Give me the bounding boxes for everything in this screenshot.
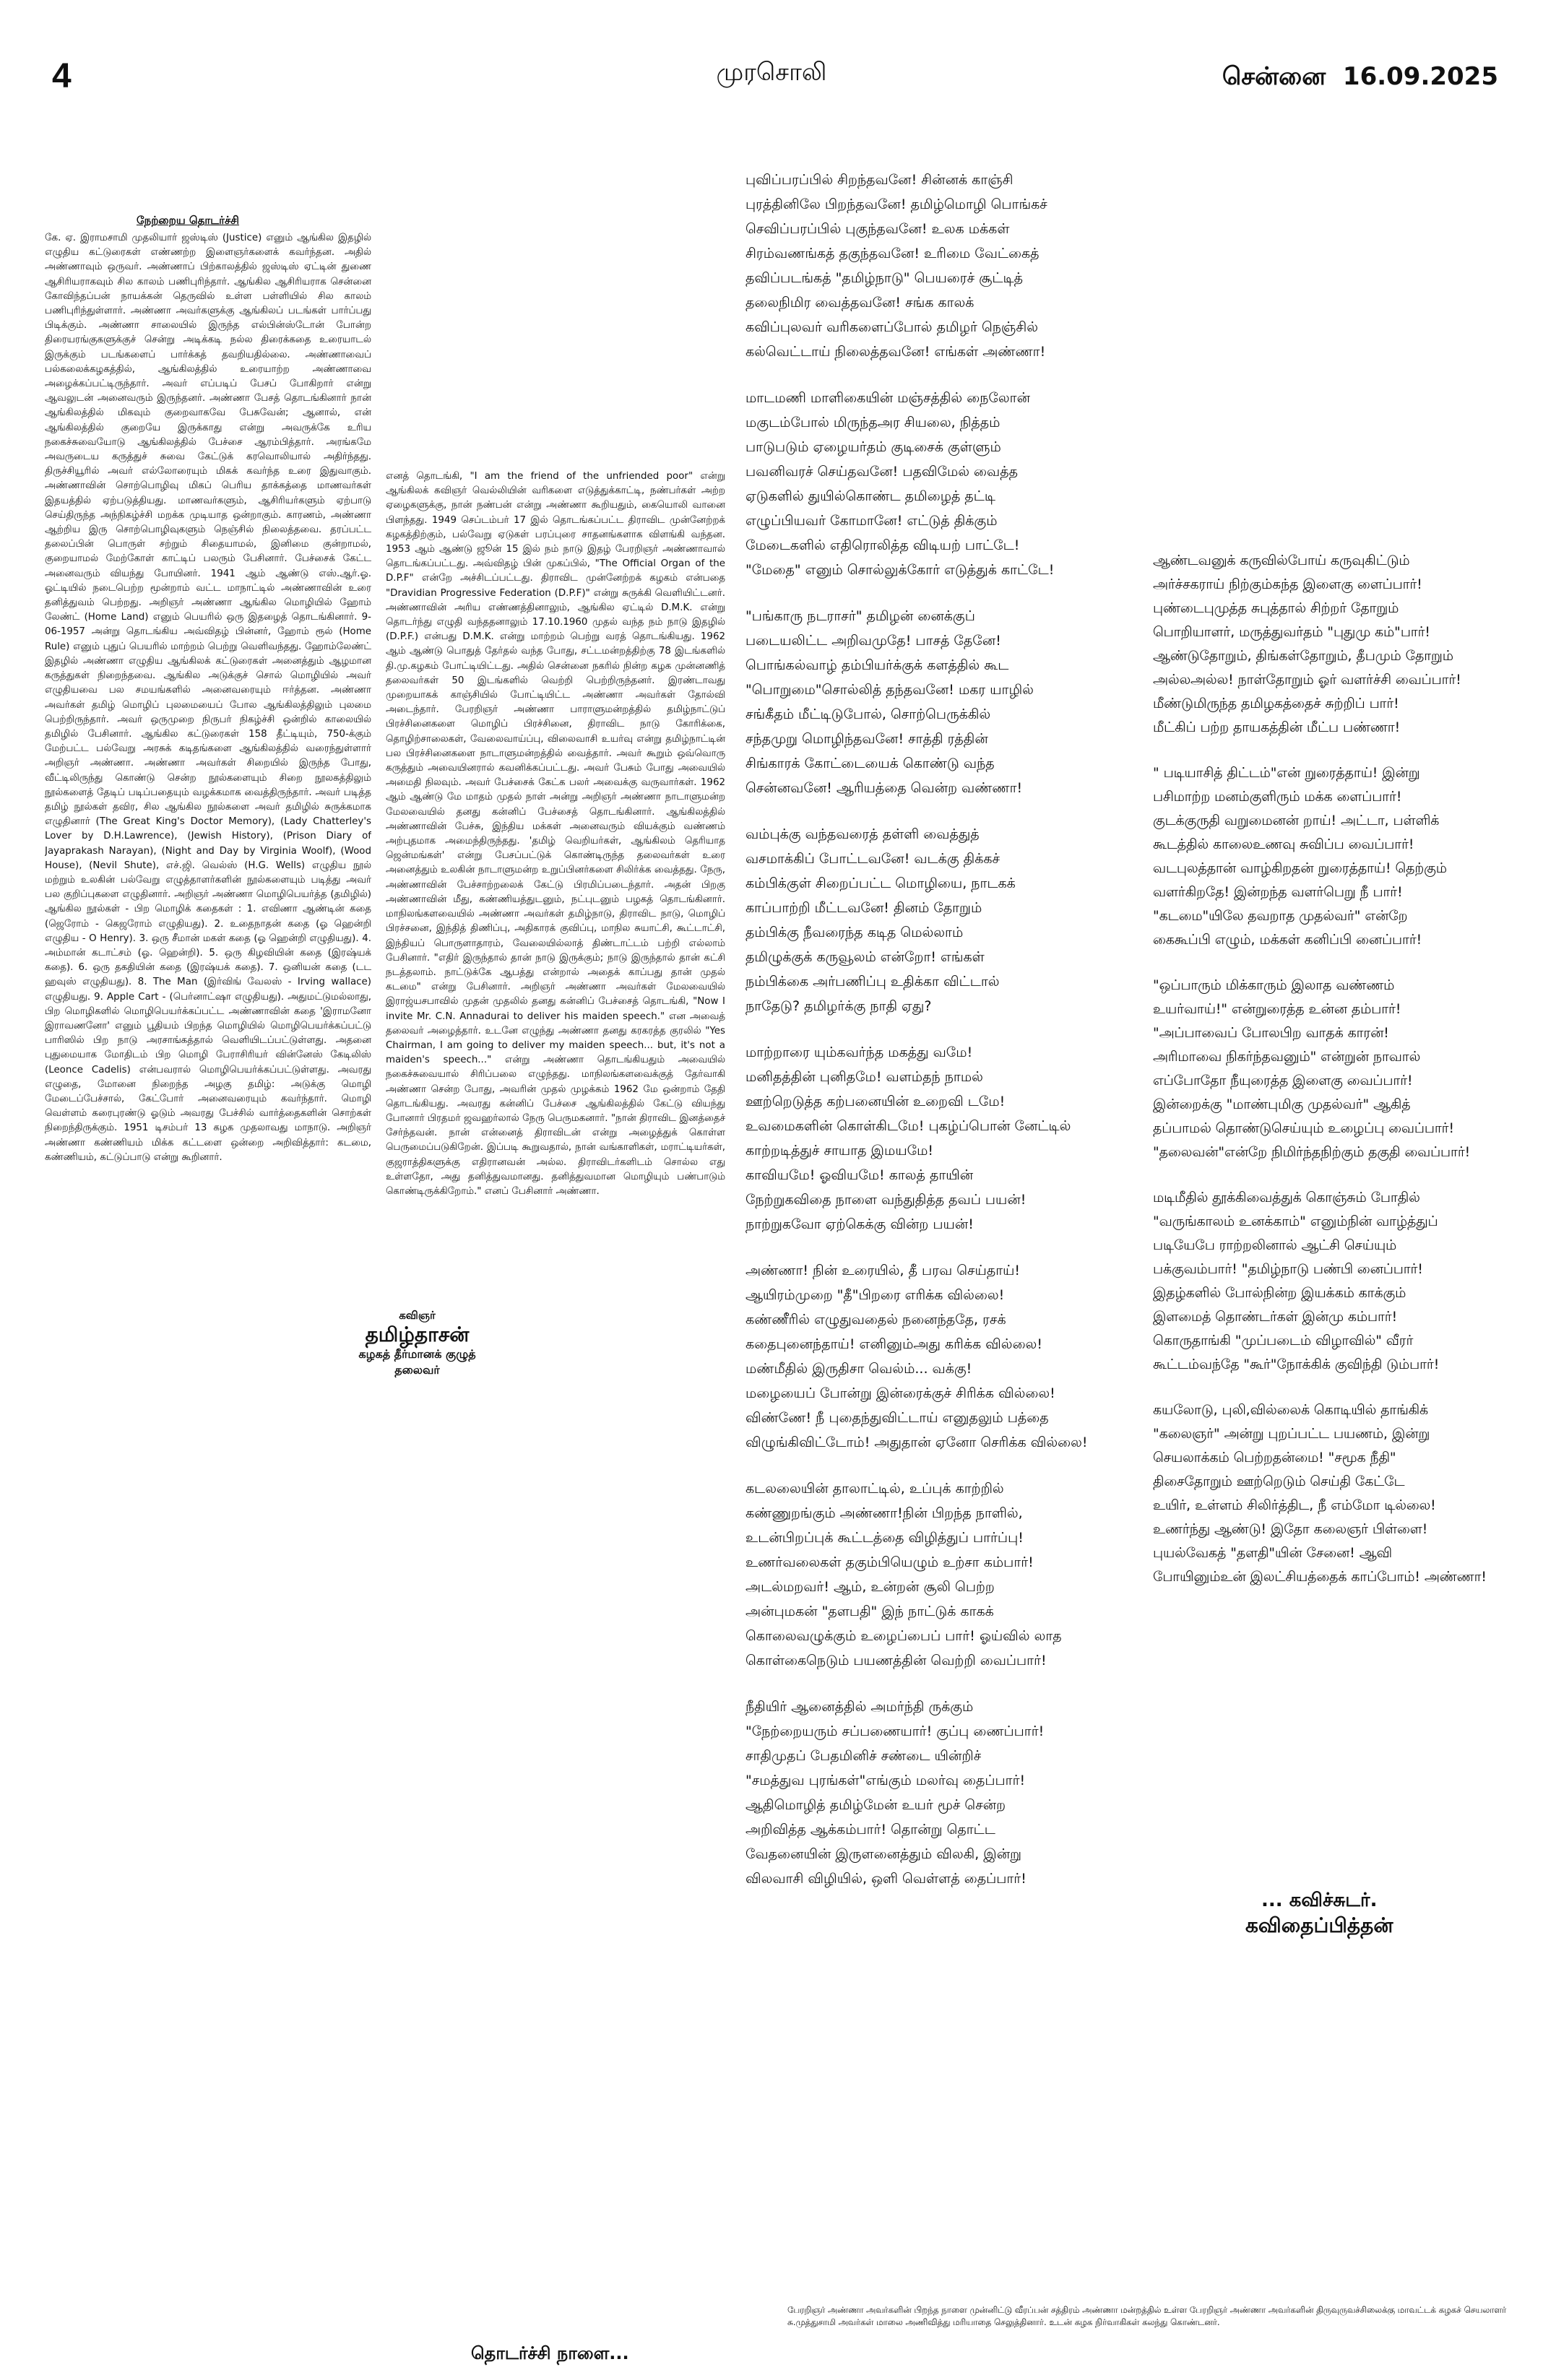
poem-line: எப்போதோ நீயுரைத்த இளைகு வைப்பார்! <box>1153 1073 1413 1089</box>
poem-line: சந்தமுறு மொழிந்தவனே! சாத்தி ரத்தின் <box>745 731 988 747</box>
poem-line: ஊற்றெடுத்த கற்பனையின் உறைவி டமே! <box>745 1094 1006 1109</box>
poem-line: மாடமணி மாளிகையின் மஞ்சத்தில் நைலோன் <box>745 390 1030 406</box>
masthead: முரசொலி <box>716 58 827 87</box>
poem-line: இதழ்களில் போல்நின்ற இயக்கம் காக்கும் <box>1153 1286 1406 1301</box>
page-number: 4 <box>52 57 72 95</box>
poem-line: கயலோடு, புலி,வில்லைக் கொடியில் தாங்கிக் <box>1153 1403 1429 1418</box>
poem-stanza <box>745 1695 1136 1891</box>
poem-line: பொறியாளர், மருத்துவர்தம் "புதுமு கம்"பார்! <box>1153 625 1430 640</box>
poem-stanza <box>1153 1398 1500 1589</box>
byline-label: கவிஞர் <box>399 1309 436 1322</box>
poem-line: மாற்றாரை யும்கவர்ந்த மகத்து வமே! <box>745 1044 973 1060</box>
poem-line: தலைநிமிர வைத்தவனே! சங்க காலக் <box>745 295 974 311</box>
dateline-city: சென்னை <box>1222 62 1326 91</box>
poem-line: கவிப்புலவர் வரிகளைப்போல் தமிழர் நெஞ்சில் <box>745 319 1038 335</box>
poem-line: படையலிட்ட அறிவமுதே! பாசத் தேனே! <box>745 633 1001 649</box>
poem-line: மனிதத்தின் புனிதமே! வளம்தந் நாமல் <box>745 1069 983 1085</box>
poem-line: ஏடுகளில் துயில்கொண்ட தமிழைத் தட்டி <box>745 488 996 504</box>
poem-line: மீட்கிப் பற்ற தாயகத்தின் மீட்ப பண்ணா! <box>1153 720 1401 735</box>
poem-stanza <box>1153 549 1500 740</box>
poem-line: அரிமாவை நிகர்ந்தவனும்" என்றுன் நாவால் <box>1153 1050 1421 1065</box>
poem-line: நாதேடு? தமிழர்க்கு நாதி ஏது? <box>745 998 932 1014</box>
poem-line: பசிமாற்ற மனம்குளிரும் மக்க ளைப்பார்! <box>1153 789 1402 805</box>
poem-line: அறிவித்த ஆக்கம்பார்! தொன்று தொட்ட <box>745 1822 995 1838</box>
poem-line: "அப்பாவைப் போலபிற வாதக் காரன்! <box>1153 1026 1389 1041</box>
poem-line: உவமைகளின் கொள்கிடமே! புகழ்ப்பொன் னேட்டில் <box>745 1118 1071 1134</box>
poem-line: இன்றைக்கு "மாண்புமிகு முதல்வர்" ஆகித் <box>1153 1097 1411 1112</box>
poem-stanza <box>745 168 1136 364</box>
poem-line: மீண்டுமிருந்த தமிழகத்தைச் சுற்றிப் பார்! <box>1153 696 1399 711</box>
poem-line: புரத்தினிலே பிறந்தவனே! தமிழ்மொழி பொங்கச் <box>745 196 1047 212</box>
poem-line: விண்ணே! நீ புதைந்துவிட்டாய் எனுதலும் பத்தை <box>745 1410 1049 1426</box>
poem-line: உணர்வலைகள் தகும்பியெழும் உற்சா கம்பார்! <box>745 1554 1034 1570</box>
poem-line: உயிர், உள்ளம் சிலிர்த்திட, நீ எம்மோ டில்லை! <box>1153 1498 1436 1513</box>
poem-line: செயலாக்கம் பெற்றதன்மை! "சமூக நீதி" <box>1153 1450 1396 1466</box>
poem-line: "நேற்றையரும் சப்பணையார்! குப்பு ணைப்பார்! <box>745 1723 1045 1739</box>
poem-line: ஆண்டவனுக் கருவில்போய் கருவுகிட்டும் <box>1153 553 1410 568</box>
poem-line: படியேபே ராற்றலினால் ஆட்சி செய்யும் <box>1153 1238 1397 1253</box>
poem-line: பக்குவம்பார்! "தமிழ்நாடு பண்பி னைப்பார்! <box>1153 1262 1423 1277</box>
poem-line: "தலைவன்"என்றே நிமிர்ந்தநிற்கும் தகுதி வைப்பார்! <box>1153 1145 1471 1160</box>
poem-line: கண்ணீரில் எழுதுவதைல் நனைந்ததே, ரசக் <box>745 1312 1006 1328</box>
poem-line: கண்ணுறங்கும் அண்ணா!நின் பிறந்த நாளில், <box>745 1505 1023 1521</box>
poem-stanza <box>1153 1186 1500 1377</box>
poem-line: கூட்டம்வந்தே "கூர்"நோக்கிக் குவிந்தி டும்பார்! <box>1153 1357 1440 1372</box>
continued-notice: தொடர்ச்சி நாளை... <box>471 2343 629 2363</box>
poet-name: கவிதைப்பித்தன் <box>1245 1913 1393 1937</box>
poem-line: சாதிமுதப் பேதமினிச் சண்டை யின்றிச் <box>745 1748 982 1764</box>
poem-line: "மேதை" எனும் சொல்லுக்கோர் எடுத்துக் காட்டே! <box>745 562 1055 578</box>
poem-line: வம்புக்கு வந்தவரைத் தள்ளி வைத்துத் <box>745 826 980 842</box>
article-text-col2: எனத் தொடங்கி, "I am the friend of the unfriended poor" என்று ஆங்கிலக் கவிஞர் வெல்லியின் வரிகளை எடுத்துக்காட்டி, நண்பர்கள் அற்ற ஏழைகளுக்கு, நான் நண்பன் என்று அண்ணா கூறியதும், கையொலி வானை பிளந்தது. 1949 செப்டம்பர் 17 இல் தொடங்கப்பட்ட திராவிட முன்னேற்றக் கழகத்திற்கும், பல்வேறு ஏடுகள் பரப்புரை சாதனங்களாக விளங்கி வந்தன. 1953 ஆம் ஆண்டு ஜூன் 15 இல் நம் நாடு இதழ் பேரறிஞர் அண்ணாவால் தொடங்கப்பட்டது. அவ்விதழ் பின் முகப்பில், "The Official Organ of the D.P.F" என்றே அச்சிடப்பட்டது. திராவிட முன்னேற்றக் கழகம் என்பதை "Dravidian Progressive Federation (D.P.F)" என்று சுருக்கி வெளியிட்டனர். அண்ணாவின் அரிய எண்ணத்தினாலும், ஆங்கில ஏட்டில் D.M.K. என்று தொடர்ந்து எழுதி வந்ததனாலும் 17.10.1960 முதல் வந்த நம் நாடு இதழில் (D.P.F.) என்பது D.M.K. என்று மாற்றம் பெற்று வரத் தொடங்கியது. 1962 ஆம் ஆண்டு பொதுத் தேர்தல் வந்த போது, சட்டமன்றத்திற்கு 78 இடங்களில் தி.மு.கழகம் போட்டியிட்டது. அதில் சென்னை நகரில் நின்ற கழக முன்னணித் தலைவர்கள் 50 இடங்களில் வெற்றி பெற்றிருந்தனர். இரண்டாவது முறையாகக் காஞ்சியில் போட்டியிட்ட அண்ணா அவர்கள் தோல்வி அடைந்தார். பேரறிஞர் அண்ணா பாராளுமன்றத்தில் தமிழ்நாட்டுப் பிரச்சினைகளை மொழிப் பிரச்சினை, திராவிட நாடு கோரிக்கை, தொழிற்சாலைகள், வேலைவாய்ப்பு, விலைவாசி உயர்வு என்று தமிழ்நாட்டின் பல பிரச்சினைகளை நாடாளுமன்றத்தில் வைத்தார். அவர் கூறும் ஒவ்வொரு கருத்தும் அவையினரால் கவனிக்கப்பட்டது. அவர் பேசும் போது அவையில் அமைதி நிலவும். அவர் பேச்சைக் கேட்க பலர் அவைக்கு வருவார்கள். 1962 ஆம் ஆண்டு மே மாதம் முதல் நாள் அன்று அறிஞர் அண்ணா நாடாளுமன்ற மேலவையில் தனது கன்னிப் பேச்சைத் தொடங்கினார். ஆங்கிலத்தில் அண்ணாவின் பேச்சு, இந்திய மக்கள் அனைவரும் வியக்கும் வண்ணம் அற்புதமாக அமைந்திருந்தது. 'தமிழ் வெறியர்கள், ஆங்கிலம் தெரியாத ஜென்மங்கள்' என்று பேசப்பட்டுக் கொண்டிருந்த தலைவர்கள் உரை அனைத்தும் உலகின் நாடாளுமன்ற உறுப்பினர்களை சிலிர்க்க வைத்தது. நேரு, அண்ணாவின் பேச்சாற்றலைக் கேட்டு பிரமிப்படைந்தார். அதன் பிறகு அண்ணாவின் மீது, கண்ணியத்துடனும், நட்புடனும் பழகத் தொடங்கினார். மாநிலங்களவையில் அண்ணா அவர்கள் தமிழ்நாடு, திராவிட நாடு, மொழிப் பிரச்சனை, இந்தித் திணிப்பு, அதிகாரக் குவிப்பு, மாநில சுயாட்சி, கூட்டாட்சி, இந்தியப் பொருளாதாரம், வேலையில்லாத் திண்டாட்டம் பற்றி எல்லாம் பேசினார். "எதிர் இருந்தால் தான் நாடு இருக்கும்; நாடு இருந்தால் தான் கட்சி நடத்தலாம். நாட்டுக்கே ஆபத்து என்றால் அதைக் காப்பது தான் முதல் கடமை" என்று பேசினார். அறிஞர் அண்ணா அவர்கள் மேலவையில் இராஜ்யசபாவில் முதன் முதலில் தனது கன்னிப் பேச்சைத் தொடங்கி, "Now I invite Mr. C.N. Annadurai to deliver his maiden speech." என அவைத் தலைவர் அழைத்தார். உடனே எழுந்து அண்ணா தனது கரகரத்த குரலில் "Yes Chairman, I am going to deliver my maiden speech... but, it's not a maiden's speech..." என்று அண்ணா தொடங்கியதும் அவையில் நகைச்சுவையால் சிரிப்பலை எழுந்தது. மாநிலங்களவைக்குத் தேர்வாகி அண்ணா சென்ற போது, அவரின் முதல் முழக்கம் 1962 மே ஒன்றாம் தேதி தொடங்கியது. அவரது கன்னிப் பேச்சை ஆங்கிலத்தில் கேட்டு வியந்து போனார் பிரதமர் ஜவஹர்லால் நேரு பெருமகனார். "நான் திராவிட இனத்தைச் சேர்ந்தவன். நான் என்னைத் திராவிடன் என்று அழைத்துக் கொள்ள பெருமைப்படுகிறேன். இப்படி கூறுவதால், நான் வங்காளிகள், மராட்டியர்கள், குஜராத்திகளுக்கு எதிரானவன் அல்ல. திராவிடர்களிடம் சொல்ல எது உள்ளதோ, அது தனித்துவமானது. தனித்துவமான மொழியும் பண்பாடும் கொண்டிருக்கிறோம்." எனப் பேசினார் அண்ணா. <box>386 471 725 1197</box>
poem-line: "கலைஞர்" அன்று புறப்பட்ட பயணம், இன்று <box>1153 1427 1430 1442</box>
poem-column-left <box>745 168 1136 2306</box>
poem-line: கடலலையின் தாலாட்டில், உப்புக் காற்றில் <box>745 1481 1004 1497</box>
poem-stanza <box>745 822 1136 1018</box>
page-header <box>0 0 1543 108</box>
poem-line: மடிமீதில் தூக்கிவைத்துக் கொஞ்சும் போதில் <box>1153 1190 1420 1206</box>
poem-line: மகுடம்போல் மிருந்தஅர சியலை, நித்தம் <box>745 415 1000 430</box>
poem-line: "பங்காரு நடராசர்" தமிழன் னைக்குப் <box>745 608 975 624</box>
poem-stanza <box>745 1258 1136 1455</box>
poem-line: மண்மீதில் இருதிசா வெல்ம்... வக்கு! <box>745 1361 972 1377</box>
poem-stanza <box>745 1040 1136 1237</box>
poem-line: கல்வெட்டாய் நிலைத்தவனே! எங்கள் அண்ணா! <box>745 344 1046 360</box>
poem-line: அன்புமகன் "தளபதி" இந் நாட்டுக் காகக் <box>745 1604 994 1619</box>
dateline-date: 16.09.2025 <box>1342 62 1498 91</box>
poem-line: தப்பாமல் தொண்டுசெய்யும் உழைப்பு வைப்பார்! <box>1153 1121 1455 1136</box>
poem-line: காவியமே! ஓவியமே! காலத் தாயின் <box>745 1167 974 1183</box>
poem-line: கொருதாங்கி "முப்படைம் விழாவில்" வீரர் <box>1153 1333 1414 1349</box>
poem-line: குடக்குருதி வறுமைனன் றாய்! அட்டா, பள்ளிக் <box>1153 813 1440 828</box>
poem-stanza <box>1153 761 1500 952</box>
poem-line: தம்பிக்கு நீவரைந்த கடித மெல்லாம் <box>745 925 964 940</box>
article-text-col1: கே. ஏ. இராமசாமி முதலியார் ஜஸ்டிஸ் (Justice) எனும் ஆங்கில இதழில் எழுதிய கட்டுரைகள் எண்ணற்ற இளைஞர்களைக் கவர்ந்தன. அதில் அண்ணாவும் ஒருவர். அண்ணாப் பிற்காலத்தில் ஜஸ்டிஸ் ஏட்டின் துணை ஆசிரியராகவும் சில காலம் பணிபுரிந்தார். ஆங்கில ஆசிரியராக சென்னை கோவிந்தப்பன் நாயக்கன் தெருவில் உள்ள பள்ளியில் சில காலம் பணிபுரிந்துள்ளார். அண்ணா அவர்களுக்கு ஆங்கிலப் படங்கள் பார்ப்பது பிடிக்கும். அண்ணா சாலையில் இருந்த எல்பின்ஸ்டோன் போன்ற திரையரங்குகளுக்குச் சென்று அடிக்கடி நல்ல திரைக்கதை உரையாடல் இருக்கும் படங்களைப் பார்க்கத் தவறியதில்லை. அண்ணாவைப் பல்கலைக்கழகத்தில், ஆங்கிலத்தில் உரையாற்ற அண்ணாவை அழைக்கப்பட்டிருந்தார். அவர் எப்படிப் பேசப் போகிறார் என்று ஆவலுடன் அனைவரும் இருந்தனர். அண்ணா பேசத் தொடங்கினார் நான் ஆங்கிலத்தில் மிகவும் குறைவாகவே பேசுவேன்; ஆனால், என் ஆங்கிலத்தில் குறையே இருக்காது என்று அவருக்கே உரிய நகைச்சுவையோடு ஆங்கிலத்தில் பேச்சை ஆரம்பித்தார். அரங்கமே அவருடைய கருத்துச் சுவை கேட்டுக் கரவொலியால் அதிர்ந்தது. திருச்சியூரில் அவர் எல்லோரையும் மிகக் கவர்ந்த உரை இதுவாகும். அண்ணாவின் சொற்பொழிவு மிகப் பெரிய தாக்கத்தை மாணவர்கள் இதயத்தில் ஏற்படுத்தியது. மாணவர்களும், ஆசிரியர்களும் ஏற்பாடு செய்திருந்த அந்நிகழ்ச்சி மறக்க முடியாத ஒன்றாகும். காரணம், அண்ணா ஆற்றிய இரு சொற்பொழிவுகளும் நெஞ்சில் நிலைத்தவை. தரப்பட்ட தலைப்பின் பொருள் சற்றும் சிதையாமல், இனிமை குன்றாமல், குறையாமல் மேற்கோள் காட்டிப் பலரும் பேசினார். பேச்சைக் கேட்ட அனைவரும் வியந்து போயினர். 1941 ஆம் ஆண்டு எஸ்.ஆர்.ஓ. ஓட்டியில் நடைபெற்ற மூன்றாம் வட்ட மாநாட்டில் அண்ணாவின் உரை தனித்துவம் பெற்றது. அறிஞர் அண்ணா ஆங்கில மொழியில் ஹோம் லேண்ட் (Home Land) எனும் பெயரில் ஒரு இதழைத் தொடங்கினார். 9-06-1957 அன்று தொடங்கிய அவ்விதழ் பின்னர், ஹோம் ரூல் (Home Rule) எனும் புதுப் பெயரில் மாற்றம் பெற்று வெளிவந்தது. ஹோம்லேண்ட் இதழில் அண்ணா எழுதிய ஆங்கிலக் கட்டுரைகள் அனைத்தும் ஆழமான கருத்துகள் நிறைந்தவை. ஆங்கில அடுக்குச் சொல் மொழியில் அவர் எழுதியவை பல சமயங்களில் அனைவரையும் ஈர்த்தன. அண்ணா அவர்கள் தமிழ் மொழிப் புலமையைப் போல ஆங்கிலத்திலும் புலமை பெற்றிருந்தார். அவர் ஒருமுறை நிருபர் நிகழ்ச்சி ஒன்றில் காலையில் தமிழில் பேசினார். ஆங்கில கட்டுரைகள் 158 தீட்டியும், 750-க்கும் மேற்பட்ட பல்வேறு அரசுக் கடிதங்களை ஆங்கிலத்தில் வரைந்துள்ளார் அறிஞர் அண்ணா. அண்ணா அவர்கள் சிறையில் இருந்த போது, வீட்டிலிருந்து கொண்டு சென்ற நூல்களையும் சிறை நூலகத்திலும் நூல்களைத் தேடிப் படிப்பதையும் வழக்கமாக வைத்திருந்தார். அவர் படித்த தமிழ் நூல்கள் தவிர, சில ஆங்கில நூல்களை அவர் தமிழில் சுருக்கமாக எழுதினார் (The Great King's Doctor Memory), (Lady Chatterley's Lover by D.H.Lawrence), (Jewish History), (Prison Diary of Jayaprakash Narayan), (Night and Day by Virginia Woolf), (Wood House), (Nevil Shute), எச்.ஜி. வெல்ஸ் (H.G. Wells) எழுதிய நூல் மற்றும் உலகின் பல்வேறு எழுத்தாளர்களின் நூல்களையும் படித்து அவர் பல குறிப்புகளை எழுதினார். அறிஞர் அண்ணா மொழிபெயர்த்த (தமிழில்) ஆங்கில நூல்கள் - பிற மொழிக் கதைகள் : 1. எவிணா ஆண்டின் கதை (ஜெரோம் - கெஜரோம் எழுதியது). 2. உதைநாதன் கதை (ஓ ஹென்றி எழுதிய - O Henry). 3. ஒரு சீமான் மகள் கதை (ஓ ஹென்றி எழுதியது). 4. அம்மான் கடாட்சம் (ஓ. ஹென்றி). 5. ஒரு கிழவியின் கதை (இரஷ்யக் கதை). 6. ஒரு தகதியின் கதை (இரஷ்யக் கதை). 7. ஒனியன் கதை (டட ஹவுஸ் எழுதியது). 8. The Man (இர்விங் வேலஸ் - Irving wallace) எழுதியது. 9. Apple Cart - (பெர்னாட்ஷா எழுதியது). அதுமட்டுமல்லாது, பிற மொழிகளில் மொழிபெயர்க்கப்பட்ட அண்ணாவின் கதை 'இராமனோ இராவணனோ' எனும் பூதியம் பிறந்த மொழியில் மொழிபெயர்க்கப்பட்டு பாரிஸில் பிற நாடு அரசாங்கத்தால் வெளியிடப்பட்டுள்ளது. அதனை புதுமையாக மோதிடம் பிற மொழி பேராசிரியர் வின்னேஸ் கேடிலிஸ் (Leonce Cadelis) என்பவரால் மொழிபெயர்க்கப்பட்டுள்ளது. அவரது எழுதை, மோனை நிறைந்த அழகு தமிழ்: அடுக்கு மொழி மேடைப்பேச்சால், கேட்போர் அனைவரையும் கவர்ந்தார். மொழி வெள்ளம் கரைபுரண்டு ஓடும் அவரது பேச்சில் வார்த்தைகளின் சொற்கள் நிறைந்திருக்கும். 1951 டிசம்பர் 13 கழக முதலாவது மாநாடு. அறிஞர் அண்ணா கண்ணியம் மிக்க கட்டளை ஒன்றை அறிவித்தார்: கடமை, கண்ணியம், கட்டுப்பாடு என்று கூறினார். <box>45 233 371 1163</box>
poem-line: தமிழுக்குக் கருவூலம் என்றோ! எங்கள் <box>745 949 985 965</box>
poem-stanza <box>745 1476 1136 1673</box>
poem-line: நேற்றுகவிதை நாளை வந்துதித்த தவப் பயன்! <box>745 1192 1026 1208</box>
poem-line: புண்டைபுமுத்த சுபுத்தால் சிற்றர் தோறும் <box>1153 601 1399 616</box>
poem-line: உயர்வாய்!" என்றுரைத்த உன்ன தம்பார்! <box>1153 1002 1401 1017</box>
poem-line: கூடத்தில் காலைஉணவு சுவிப்ப வைப்பார்! <box>1153 837 1414 852</box>
poem-line: ஆதிமொழித் தமிழ்மேன் உயர் மூச் சென்ற <box>745 1797 1006 1813</box>
poet-credit <box>1245 1890 1393 1940</box>
poem-line: கொள்கைநெடும் பயணத்தின் வெற்றி வைப்பார்! <box>745 1653 1047 1669</box>
poem-line: பவனிவரச் செய்தவனே! பதவிமேல் வைத்த <box>745 464 1018 480</box>
poem-line: மேடைகளில் எதிரொலித்த விடியற் பாட்டே! <box>745 537 1020 553</box>
poem-line: "சமத்துவ புரங்கள்"எங்கும் மலர்வு தைப்பார்! <box>745 1773 1026 1788</box>
poem-line: வசமாக்கிப் போட்டவனே! வடக்கு திக்கச் <box>745 851 1000 867</box>
poem-line: விழுங்கிவிட்டோம்! அதுதான் ஏனோ செரிக்க வில்லை! <box>745 1435 1088 1450</box>
poem-line: கொலைவழுக்கும் உழைப்பைப் பார்! ஓய்வில் லாத <box>745 1628 1062 1644</box>
poem-line: கைகூப்பி எழும், மக்கள் கனிப்பி னைப்பார்! <box>1153 932 1422 948</box>
byline-role: கழகத் தீர்மானக் குழுத் தலைவர் <box>358 1347 476 1377</box>
poem-line: " படியாசித் திட்டம்"என் றுரைத்தாய்! இன்று <box>1153 766 1420 781</box>
poem-line: வடபுலத்தான் வாழ்கிறதன் றுரைத்தாய்! தெற்கும் <box>1153 861 1447 876</box>
poem-line: பாடுபடும் ஏழையர்தம் குடிசைக் குள்ளும் <box>745 439 1001 455</box>
poem-line: செவிப்பரப்பில் புகுந்தவனே! உலக மக்கள் <box>745 221 1010 237</box>
poem-line: சங்கீதம் மீட்டிடுபோல், சொற்பெருக்கில் <box>745 706 991 722</box>
poem-line: ஆண்டுதோறும், திங்கள்தோறும், தீபமும் தோறும் <box>1153 649 1453 664</box>
poem-line: "ஒப்பாரும் மிக்காரும் இலாத வண்ணம் <box>1153 978 1395 993</box>
poem-line: திசைதோறும் ஊற்றெடும் செய்தி கேட்டே <box>1153 1474 1405 1489</box>
poem-line: "வருங்காலம் உனக்காம்" எனும்நின் வாழ்த்துப் <box>1153 1214 1438 1229</box>
article-column-1 <box>45 231 371 2340</box>
poem-line: சிங்காரக் கோட்டையைக் கொண்டு வந்த <box>745 756 995 771</box>
poem-line: அடல்மறவர்! ஆம், உன்றன் சூலி பெற்ற <box>745 1579 995 1595</box>
poem-line: சென்னவனே! ஆரியத்தை வென்ற வண்ணா! <box>745 780 1023 796</box>
poem-stanza <box>1153 974 1500 1164</box>
poem-line: நாற்றுகவோ ஏற்கெக்கு வின்ற பயன்! <box>745 1216 974 1232</box>
poem-line: ஆயிரம்முறை "தீ"பிறரை எரிக்க வில்லை! <box>745 1287 1005 1303</box>
poet-prefix: ... கவிச்சுடர். <box>1261 1890 1378 1911</box>
poem-line: புவிப்பரப்பில் சிறந்தவனே! சின்னக் காஞ்சி <box>745 172 1013 188</box>
poem-line: சிரம்வணங்கத் தகுந்தவனே! உரிமை வேட்கைத் <box>745 246 1040 261</box>
poem-line: தவிப்படங்கத் "தமிழ்நாடு" பெயரைச் சூட்டித் <box>745 270 1023 286</box>
poem-line: கம்பிக்குள் சிறைப்பட்ட மொழியை, நாடகக் <box>745 875 1016 891</box>
dateline <box>1222 62 1498 94</box>
poem-line: காப்பாற்றி மீட்டவனே! தினம் தோறும் <box>745 900 982 916</box>
poem-line: வளர்கிறதே! இன்றந்த வளர்பெறு நீ பார்! <box>1153 885 1403 900</box>
poem-line: அர்ச்சகராய் நிற்கும்கந்த இளைகு ளைப்பார்! <box>1153 577 1422 592</box>
poem-line: உடன்பிறப்புக் கூட்டத்தை விழித்துப் பார்ப்பு! <box>745 1530 1024 1546</box>
poem-line: நம்பிக்கை அர்பணிப்பு உதிக்கா விட்டால் <box>745 974 1000 990</box>
poem-line: கதைபுனைந்தாய்! எனினும்அது கரிக்க வில்லை! <box>745 1336 1042 1352</box>
poem-line: "கடமை"யிலே தவறாத முதல்வர்" என்றே <box>1153 909 1408 924</box>
poem-line: இளமைத் தொண்டர்கள் இன்மு கம்பார்! <box>1153 1310 1398 1325</box>
photo-caption: பேரறிஞர் அண்ணா அவர்களின் பிறந்த நாளை முன்னிட்டு வீரப்பன் சத்திரம் அண்ணா மன்றத்தில் உள்ள பேரறிஞர் அண்ணா அவர்களின் திருவுருவச்சிலைக்கு மாவட்டக் கழகச் செயலாளர் சு.முத்துசாமி அவர்கள் மாலை அணிவித்து மரியாதை செலுத்தினார். உடன் கழக நிர்வாகிகள் கலந்து கொண்டனர். <box>787 2305 1507 2327</box>
poem-stanza <box>745 386 1136 582</box>
poem-line: உணர்ந்து ஆண்டு! இதோ கலைஞர் பிள்ளை! <box>1153 1522 1428 1537</box>
poem-line: வேதனையின் இருளனைத்தும் விலகி, இன்று <box>745 1846 1022 1862</box>
poem-line: "பொறுமை"சொல்லித் தந்தவனே! மகர யாழில் <box>745 682 1034 698</box>
poem-line: காற்றடித்துச் சாயாத இமயமே! <box>745 1143 934 1159</box>
article-kicker: நேற்றைய தொடர்ச்சி <box>136 214 240 227</box>
poem-line: எழுப்பியவர் கோமானே! எட்டுத் திக்கும் <box>745 513 998 529</box>
poem-line: புயல்வேகத் "தளதி"யின் சேனை! ஆவி <box>1153 1546 1392 1561</box>
poem-stanza <box>745 604 1136 800</box>
poem-line: அல்லஅல்ல! நாள்தோறும் ஓர் வளர்ச்சி வைப்பார்! <box>1153 672 1461 688</box>
byline-name: தமிழ்தாசன் <box>365 1323 470 1346</box>
poem-line: போயினும்உன் இலட்சியத்தைக் காப்போம்! அண்ணா! <box>1153 1570 1487 1585</box>
poem-line: மழையைப் போன்று இன்ரைக்குச் சிரிக்க வில்லை! <box>745 1385 1055 1401</box>
poem-line: பொங்கல்வாழ் தம்பியர்க்குக் களத்தில் கூட <box>745 657 1009 673</box>
poem-line: அண்ணா! நின் உரையில், தீ பரவ செய்தாய்! <box>745 1263 1021 1278</box>
poem-line: நீதியிர் ஆனைத்தில் அமர்ந்தி ருக்கும் <box>745 1699 974 1715</box>
poem-line: விலவாசி விழியில், ஒளி வெள்ளத் தைப்பார்! <box>745 1871 1026 1887</box>
article-byline <box>340 1309 495 1394</box>
